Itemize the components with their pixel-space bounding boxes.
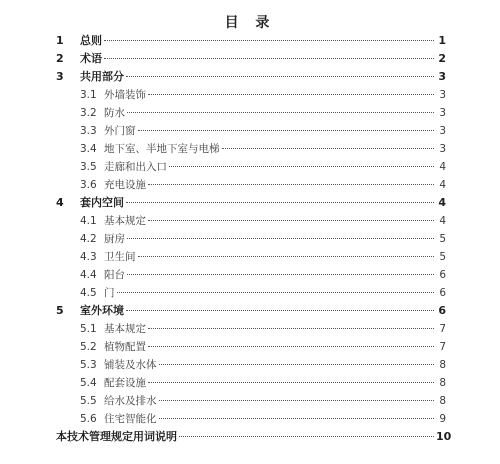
toc-entry[interactable]: [56, 68, 446, 86]
toc-dot-leader: [138, 256, 435, 257]
toc-subentry[interactable]: [80, 338, 446, 356]
toc-page-number: 4: [438, 196, 446, 209]
toc-subentry[interactable]: [80, 140, 446, 158]
toc-entry-number: 5.5: [80, 395, 97, 407]
toc-subentry[interactable]: [80, 374, 446, 392]
toc-page-number: 5: [439, 251, 446, 263]
toc-entry-number: 4.2: [80, 233, 97, 245]
toc-subentry[interactable]: [80, 266, 446, 284]
toc-dot-leader: [148, 346, 434, 347]
toc-entry-label: 铺装及水体: [104, 359, 157, 371]
toc-page-number: 7: [439, 323, 446, 335]
toc-page-number: 3: [439, 143, 446, 155]
toc-entry-number: 5.3: [80, 359, 97, 371]
toc-entry-number: 3.5: [80, 161, 97, 173]
toc-page-number: 5: [439, 233, 446, 245]
toc-entry-number: 5.6: [80, 413, 97, 425]
toc-entry-label: 室外环境: [80, 304, 124, 317]
toc-page-number: 8: [439, 395, 446, 407]
toc-dot-leader: [169, 166, 434, 167]
toc-entry-label: 总则: [80, 34, 102, 47]
toc-entry[interactable]: [56, 32, 446, 50]
toc-entry-number: 5: [56, 304, 64, 317]
toc-entry-label: 基本规定: [104, 215, 146, 227]
toc-subentry[interactable]: [80, 392, 446, 410]
toc-entry-number: 4: [56, 196, 64, 209]
toc-dot-leader: [159, 400, 435, 401]
toc-entry[interactable]: [56, 50, 446, 68]
toc-page-number: 8: [439, 377, 446, 389]
toc-entry-number: 3.3: [80, 125, 97, 137]
toc-entry-number: 4.5: [80, 287, 97, 299]
toc-entry-number: 5.1: [80, 323, 97, 335]
toc-subentry[interactable]: [80, 122, 446, 140]
toc-entry-label: 共用部分: [80, 70, 124, 83]
toc-entry-number: 4.4: [80, 269, 97, 281]
toc-entry-label: 地下室、半地下室与电梯: [104, 143, 220, 155]
toc-page-number: 3: [439, 107, 446, 119]
toc-subentry[interactable]: [80, 410, 446, 428]
toc-entry-label: 外墙装饰: [104, 89, 146, 101]
toc-subentry[interactable]: [80, 104, 446, 122]
toc-entry-number: 1: [56, 34, 64, 47]
toc-entry[interactable]: [56, 302, 446, 320]
toc-dot-leader: [127, 274, 434, 275]
toc-dot-leader: [117, 292, 435, 293]
toc-entry-number: 2: [56, 52, 64, 65]
toc-dot-leader: [159, 418, 435, 419]
toc-dot-leader: [127, 238, 434, 239]
toc-page-number: 9: [439, 413, 446, 425]
toc-page-number: 8: [439, 359, 446, 371]
toc-subentry[interactable]: [80, 320, 446, 338]
toc-entry-label: 卫生间: [104, 251, 136, 263]
toc-entry-label: 外门窗: [104, 125, 136, 137]
toc-dot-leader: [127, 112, 434, 113]
toc-page-number: 6: [439, 287, 446, 299]
toc-page-number: 6: [439, 269, 446, 281]
toc-entry-number: 3: [56, 70, 64, 83]
toc-entry-number: 4.1: [80, 215, 97, 227]
toc-dot-leader: [138, 130, 435, 131]
toc-entry[interactable]: [56, 194, 446, 212]
toc-entry-label: 门: [104, 287, 115, 299]
toc-entry[interactable]: [56, 428, 452, 446]
toc-page-number: 1: [438, 34, 446, 47]
toc-title: 目 录: [224, 15, 276, 31]
toc-page-number: 3: [438, 70, 446, 83]
toc-entry-number: 3.4: [80, 143, 97, 155]
toc-dot-leader: [222, 148, 435, 149]
toc-dot-leader: [126, 310, 434, 311]
toc-entry-number: 5.2: [80, 341, 97, 353]
toc-entry-label: 走廊和出入口: [104, 161, 167, 173]
toc-entry-number: 3.1: [80, 89, 97, 101]
toc-subentry[interactable]: [80, 176, 446, 194]
toc-entry-label: 植物配置: [104, 341, 146, 353]
toc-entry-label: 套内空间: [80, 196, 124, 209]
toc-entry-label: 充电设施: [104, 179, 146, 191]
toc-entry-label: 本技术管理规定用词说明: [56, 430, 177, 443]
toc-subentry[interactable]: [80, 248, 446, 266]
toc-entry-label: 给水及排水: [104, 395, 157, 407]
toc-entry-number: 3.2: [80, 107, 97, 119]
toc-page-number: 4: [439, 179, 446, 191]
toc-entry-number: 4.3: [80, 251, 97, 263]
toc-entry-label: 配套设施: [104, 377, 146, 389]
toc-page-number: 7: [439, 341, 446, 353]
toc-page-number: 6: [438, 304, 446, 317]
toc-page-number: 4: [439, 161, 446, 173]
toc-dot-leader: [148, 328, 434, 329]
toc-dot-leader: [126, 202, 434, 203]
toc-page-number: 10: [436, 430, 452, 443]
toc-dot-leader: [159, 364, 435, 365]
toc-subentry[interactable]: [80, 284, 446, 302]
toc-entry-number: 5.4: [80, 377, 97, 389]
toc-subentry[interactable]: [80, 212, 446, 230]
toc-entry-number: 3.6: [80, 179, 97, 191]
toc-entry-label: 防水: [104, 107, 125, 119]
toc-dot-leader: [104, 58, 434, 59]
toc-subentry[interactable]: [80, 158, 446, 176]
toc-subentry[interactable]: [80, 86, 446, 104]
toc-page-number: 3: [439, 89, 446, 101]
toc-entry-label: 住宅智能化: [104, 413, 157, 425]
toc-page-number: 3: [439, 125, 446, 137]
toc-entry-label: 阳台: [104, 269, 125, 281]
toc-page-number: 4: [439, 215, 446, 227]
toc-dot-leader: [148, 184, 434, 185]
toc-dot-leader: [179, 436, 434, 437]
toc-subentry[interactable]: [80, 230, 446, 248]
toc-entry-label: 厨房: [104, 233, 125, 245]
toc-dot-leader: [126, 76, 434, 77]
toc-dot-leader: [104, 40, 434, 41]
toc-dot-leader: [148, 220, 434, 221]
toc-subentry[interactable]: [80, 356, 446, 374]
toc-entry-label: 术语: [80, 52, 102, 65]
toc-dot-leader: [148, 94, 434, 95]
toc-entry-label: 基本规定: [104, 323, 146, 335]
toc-dot-leader: [148, 382, 434, 383]
toc-page-number: 2: [438, 52, 446, 65]
